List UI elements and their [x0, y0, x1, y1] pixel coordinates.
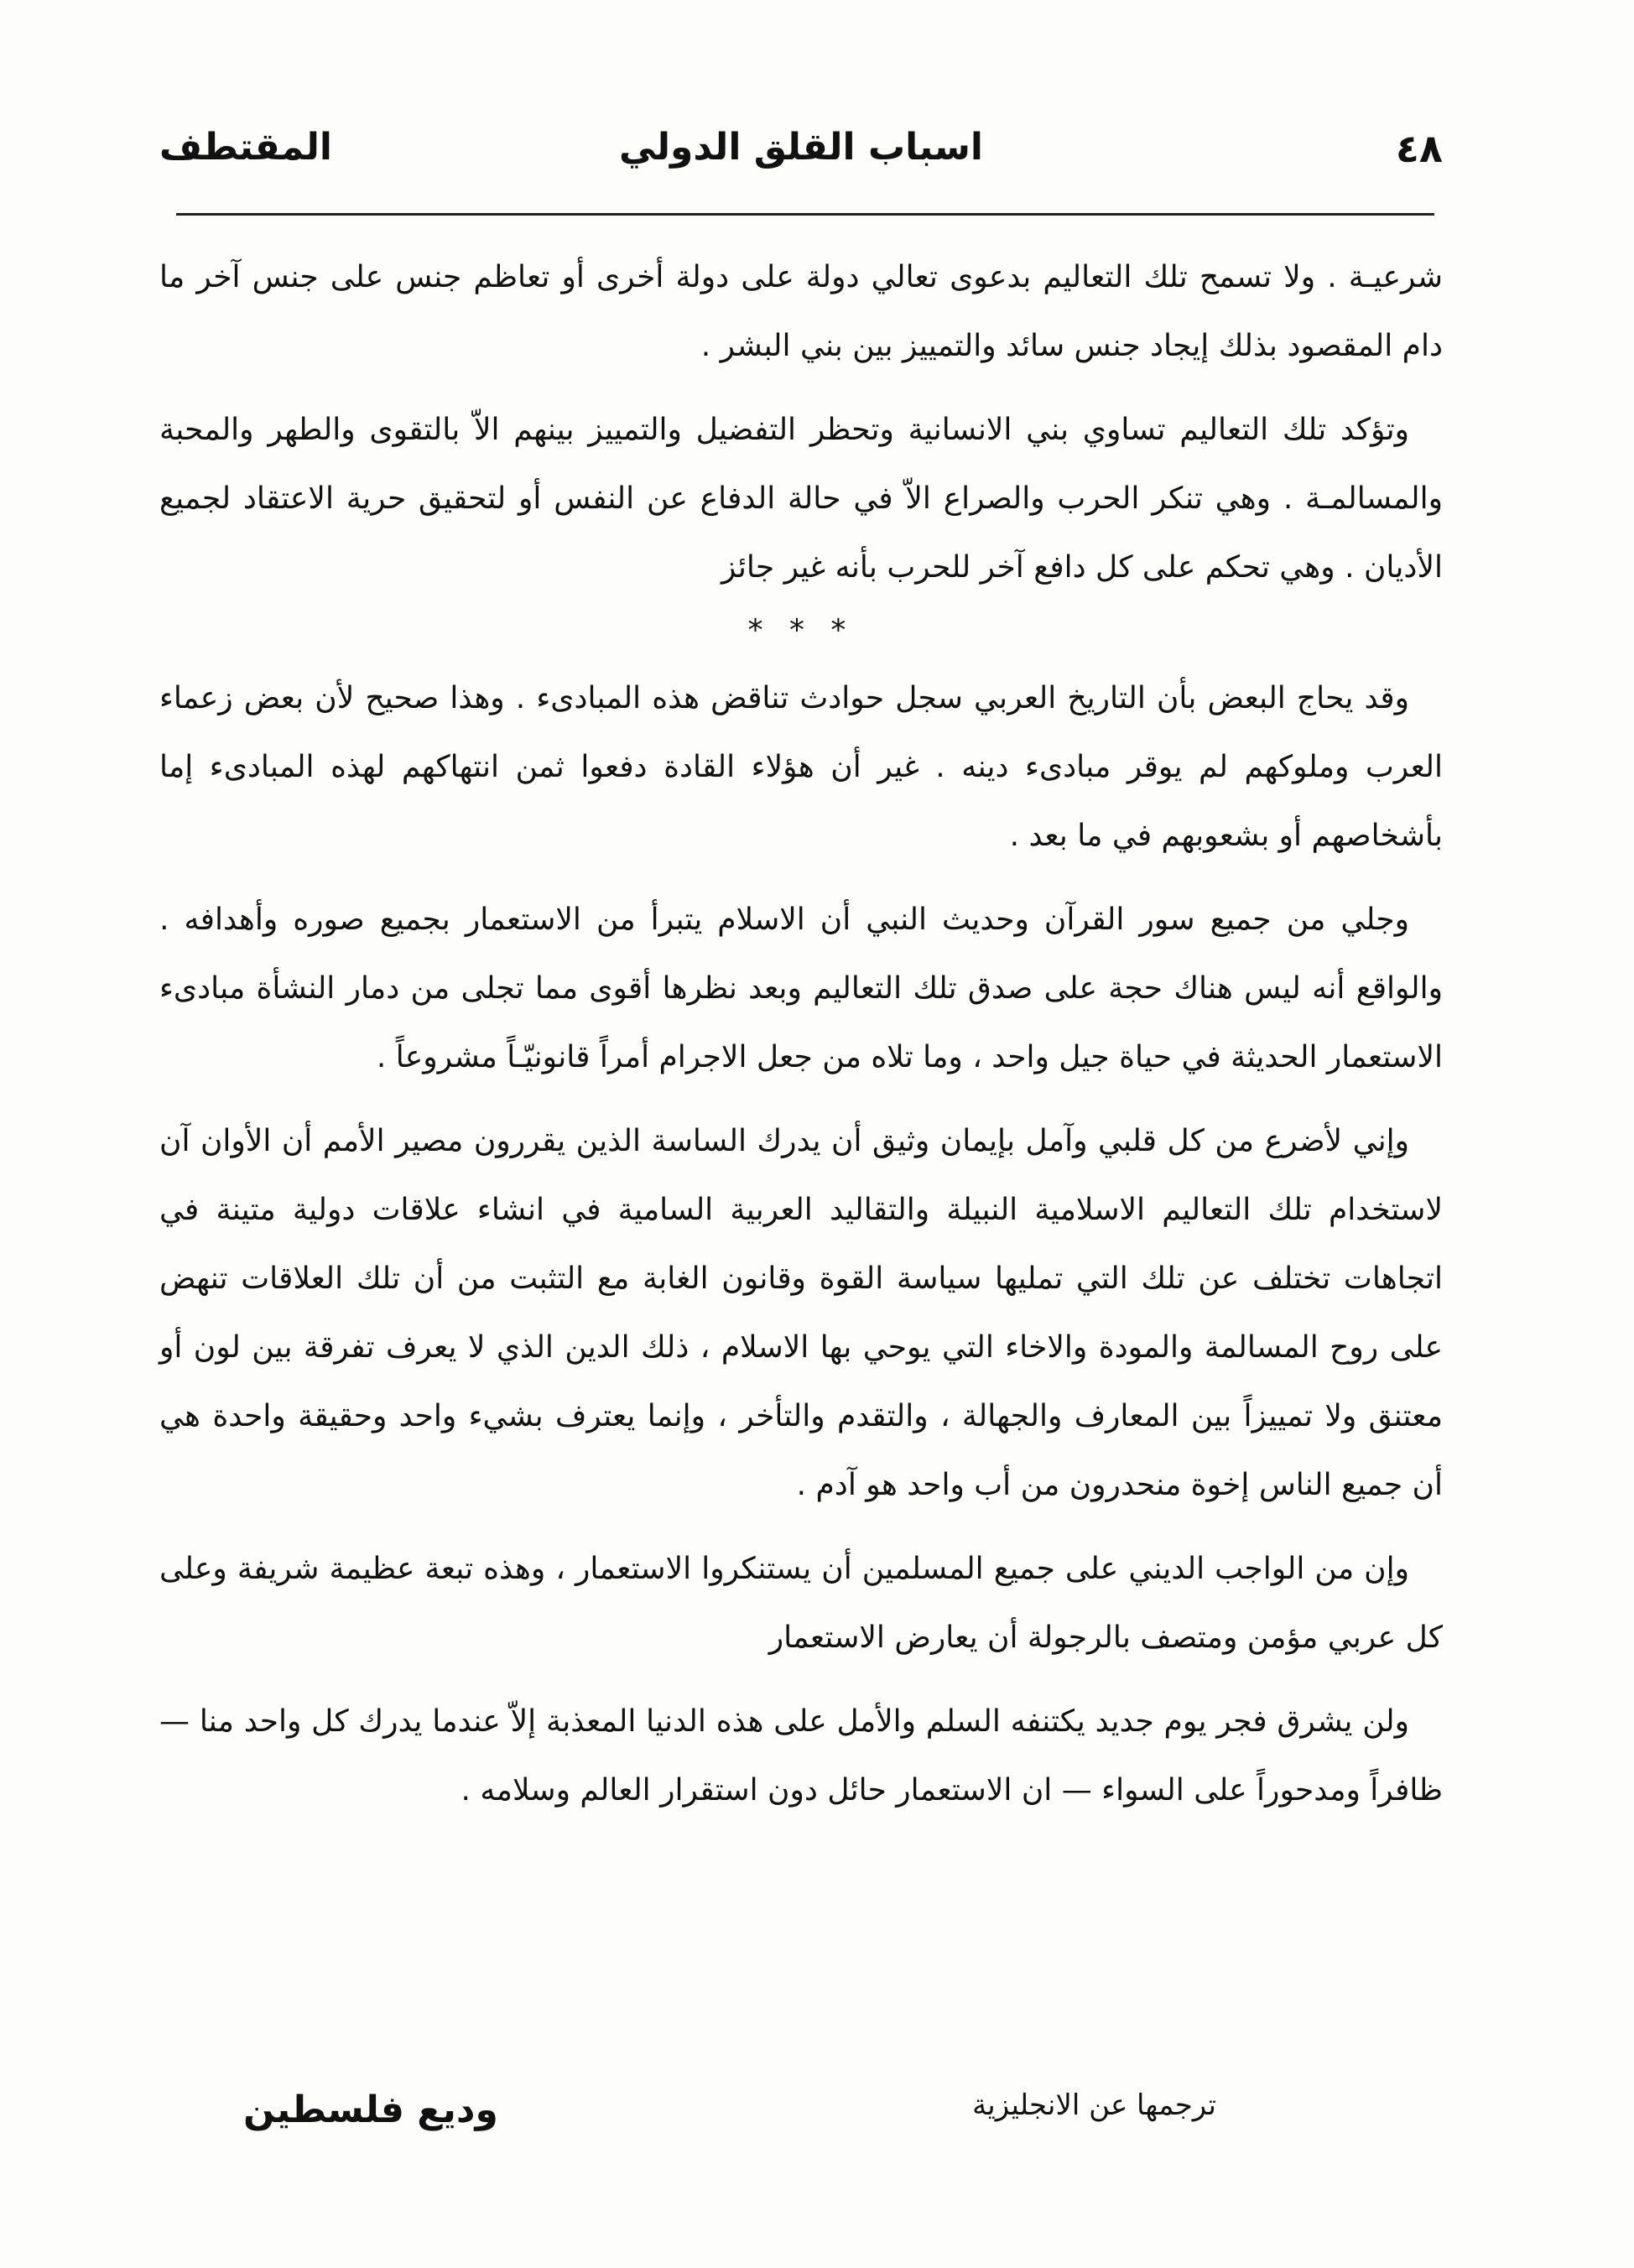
paragraph-4: وجلي من جميع سور القرآن وحديث النبي أن الاسلام يتبرأ من الاستعمار بجميع صوره وأهدافه . والواقع أنه ليس هناك حجة على صدق تلك التعاليم وبعد نظرها أقوى مما تجلى من دمار النشأة مبادىء الاستعمار الحديثة في حياة جيل واحد ، وما تلاه من جعل الاجرام أمراً قانونيّـاً مشروعاً . [159, 903, 1443, 1074]
running-title: اسباب القلق الدولي [619, 126, 983, 169]
page-number: ٤٨ [1395, 126, 1443, 171]
author-signature: وديع فلسطين [243, 2089, 498, 2131]
paragraph-1: شرعيـة . ولا تسمح تلك التعاليم بدعوى تعالي دولة على دولة أخرى أو تعاظم جنس على جنس آخر ما دام المقصود بذلك إيجاد جنس سائد والتمييز بين بني البشر . [159, 260, 1443, 363]
running-header [159, 126, 1443, 185]
paragraph-3: وقد يحاج البعض بأن التاريخ العربي سجل حوادث تناقض هذه المبادىء . وهذا صحيح لأن بعض زعماء العرب وملوكهم لم يوقر مبادىء دينه . غير أن هؤلاء القادة دفعوا ثمن انتهاكهم لهذه المبادىء إما بأشخاصهم أو بشعوبهم في ما بعد . [159, 681, 1443, 853]
paragraph-6: وإن من الواجب الديني على جميع المسلمين أن يستنكروا الاستعمار ، وهذه تبعة عظيمة شريفة وعلى كل عربي مؤمن ومتصف بالرجولة أن يعارض الاستعمار [159, 1552, 1443, 1655]
article-footer [243, 2089, 1216, 2156]
paragraph-5: وإني لأضرع من كل قلبي وآمل بإيمان وثيق أن يدرك الساسة الذين يقررون مصير الأمم أن الأوان آن لاستخدام تلك التعاليم الاسلامية النبيلة والتقاليد العربية السامية في انشاء علاقات دولية متينة في اتجاهات تختلف عن تلك التي تمليها سياسة القوة وقانون الغابة مع التثبت من أن تلك العلاقات تنهض على روح المسالمة والمودة والاخاء التي يوحي بها الاسلام ، ذلك الدين الذي لا يعرف تفرقة بين لون أو معتنق ولا تمييزاً بين المعارف والجهالة ، والتقدم والتأخر ، وإنما يعترف بشيء واحد وحقيقة واحدة هي أن جميع الناس إخوة منحدرون من أب واحد هو آدم . [159, 1124, 1443, 1502]
header-divider [176, 213, 1434, 216]
paragraph-2: وتؤكد تلك التعاليم تساوي بني الانسانية وتحظر التفضيل والتمييز بينهم الاّ بالتقوى والطهر والمحبة والمسالمـة . وهي تنكر الحرب والصراع الاّ في حالة الدفاع عن النفس أو لتحقيق حرية الاعتقاد لجميع الأديان . وهي تحكم على كل دافع آخر للحرب بأنه غير جائز [159, 413, 1443, 585]
translation-note: ترجمها عن الانجليزية [972, 2089, 1216, 2122]
section-separator: * * * [747, 613, 855, 648]
journal-name: المقتطف [159, 126, 332, 169]
paragraph-7: ولن يشرق فجر يوم جديد يكتنفه السلم والأمل على هذه الدنيا المعذبة إلاّ عندما يدرك كل واحد منا — ظافراً ومدحوراً على السواء — ان الاستعمار حائل دون استقرار العالم وسلامه . [159, 1704, 1443, 1808]
article-body [159, 243, 1443, 1825]
